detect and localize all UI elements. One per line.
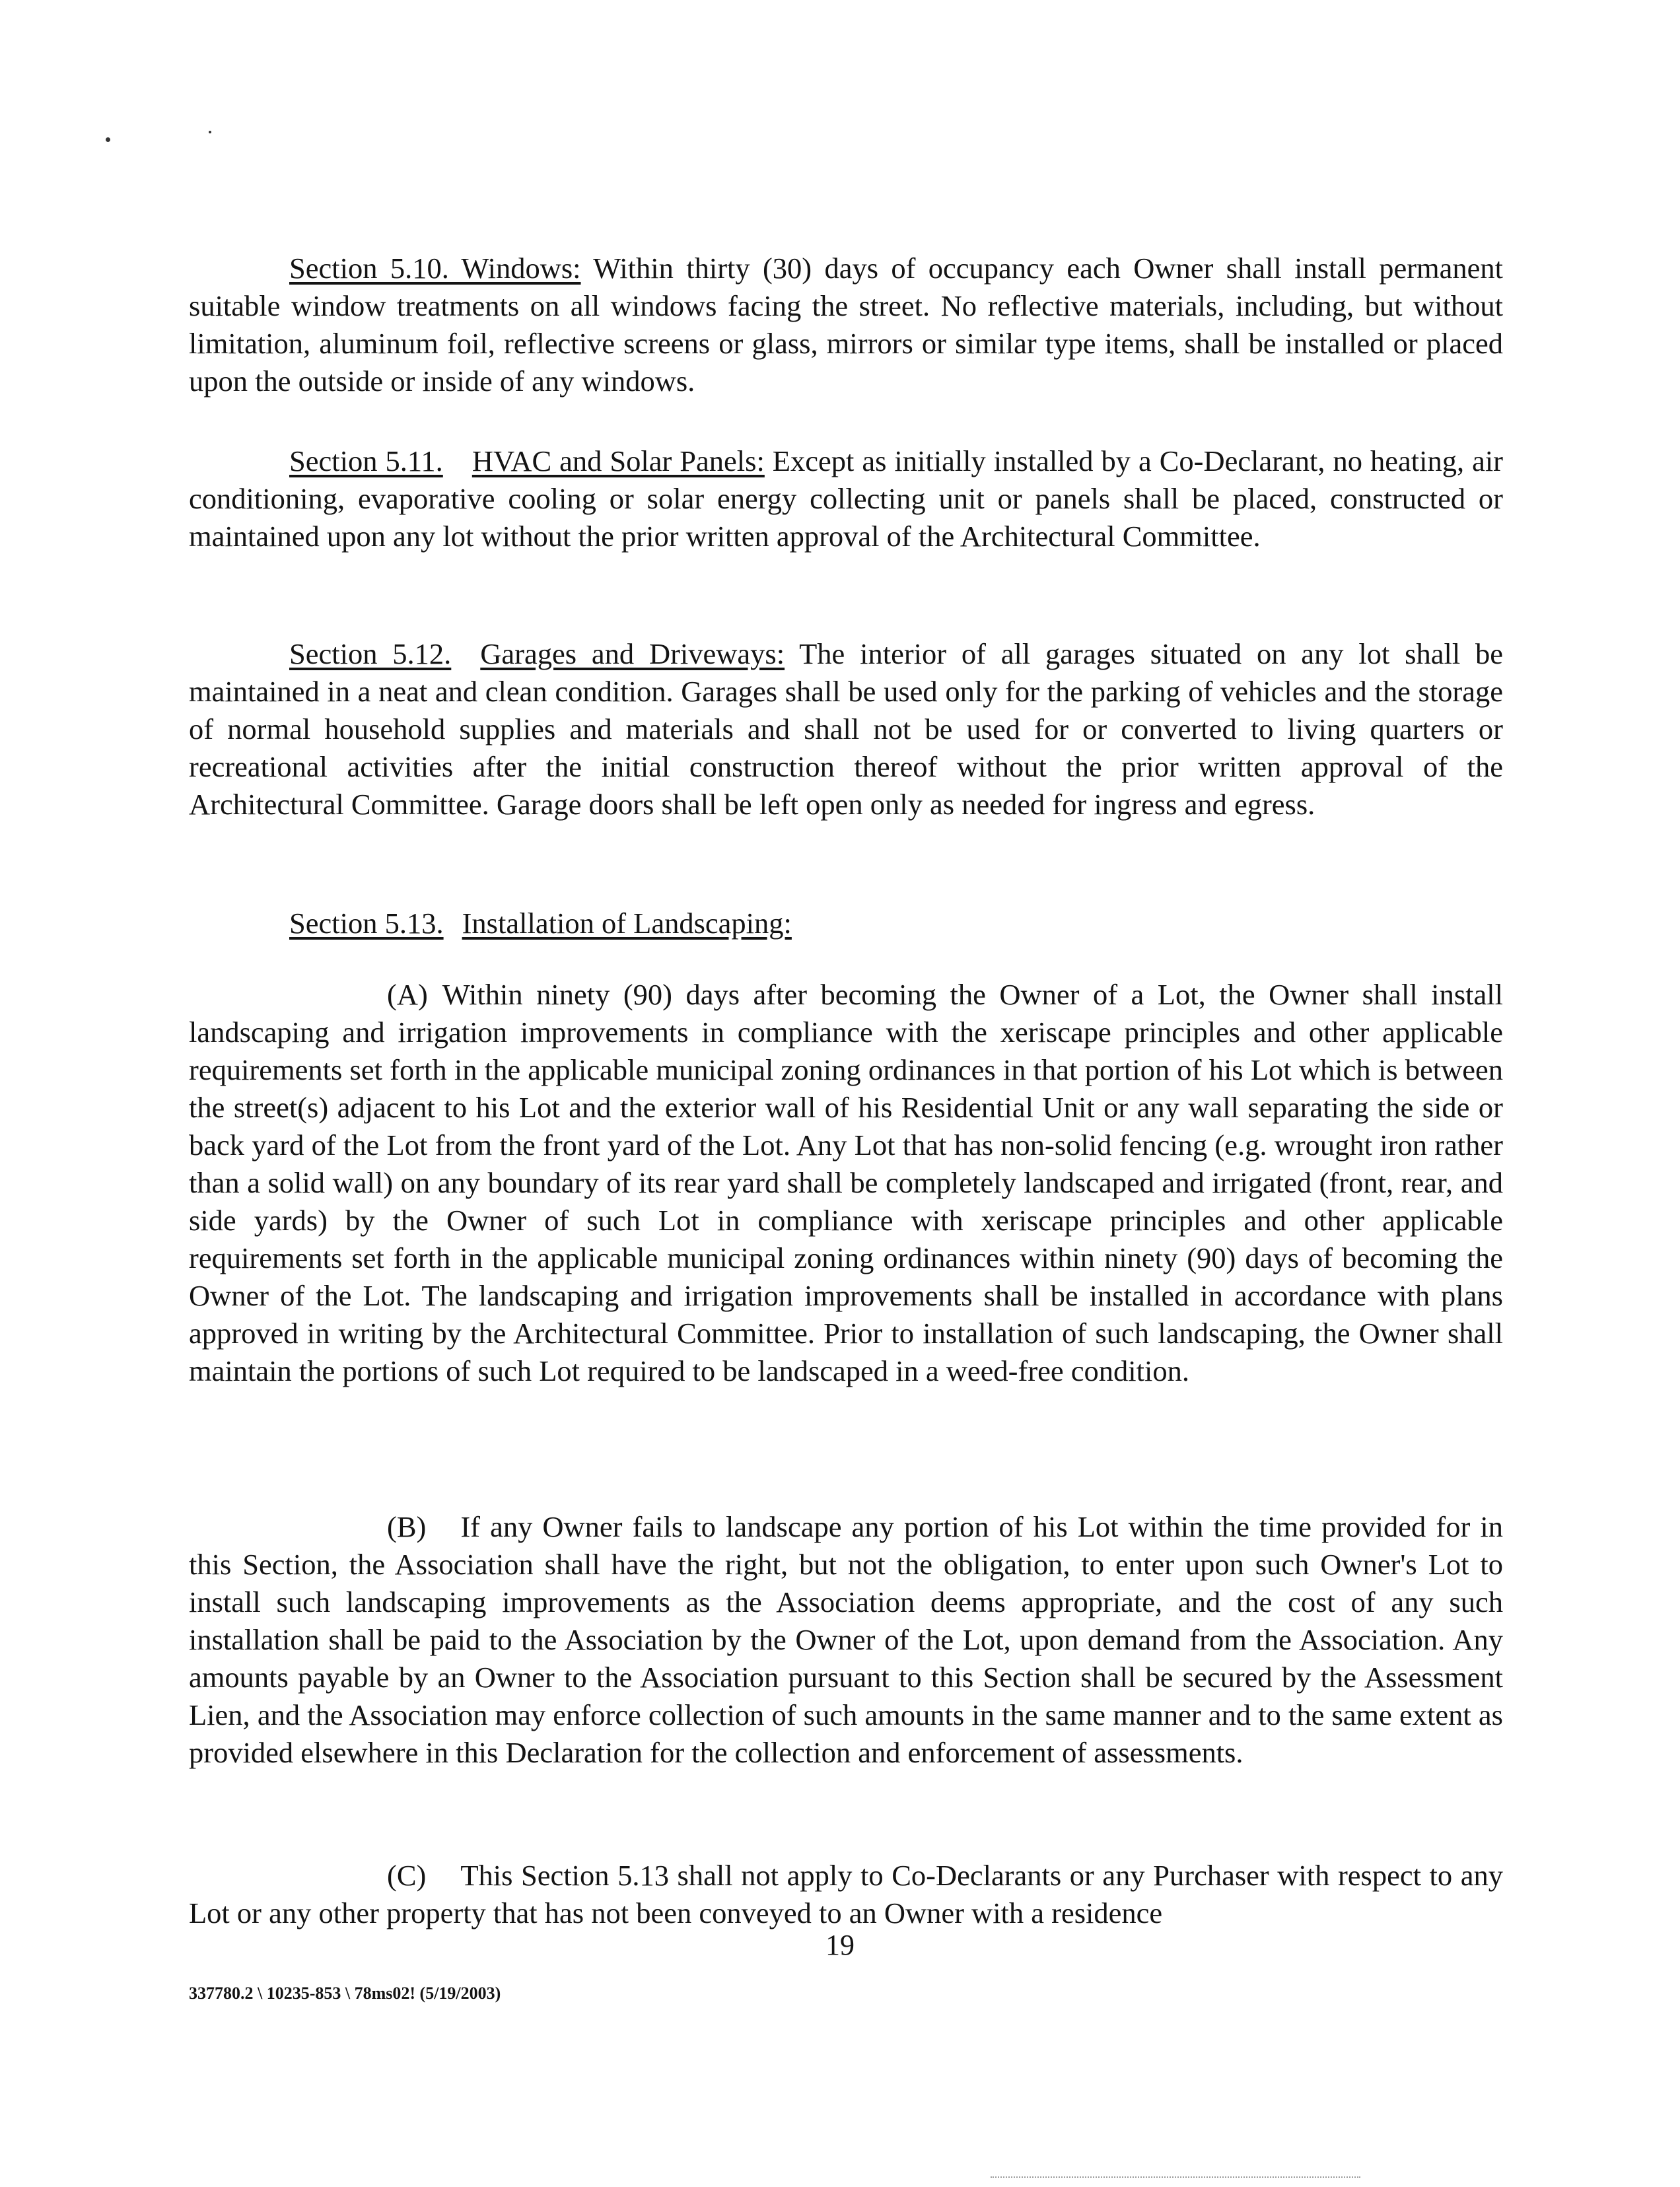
section-5-13-landscaping xyxy=(189,905,1503,942)
subsection-b xyxy=(189,1508,1503,1772)
section-heading-prefix: Section 5.11. xyxy=(289,444,443,477)
scan-artifact-line xyxy=(991,2176,1360,2178)
subsection-a xyxy=(189,976,1503,1390)
section-heading: Section 5.10. Windows: xyxy=(289,252,581,285)
subsection-body: Within ninety (90) days after becoming the Owner of a Lot, the Owner shall install landscaping and irrigation improvements in compliance with the xeriscape principles and other applicable requirements set forth in the applicable municipal zoning ordinances in that portion of his Lot which is between the street(s) adjacent to his Lot and the exterior wall of his Residential Unit or any wall separating the side or back yard of the Lot from the front yard of the Lot. Any Lot that has non-solid fencing (e.g. wrought iron rather than a solid wall) on any boundary of its rear yard shall be completely landscaped and irrigated (front, rear, and side yards) by the Owner of such Lot in compliance with xeriscape principles and other applicable requirements set forth in the applicable municipal zoning ordinances within ninety (90) days of becoming the Owner of the Lot. The landscaping and irrigation improvements shall be installed in accordance with plans approved in writing by the Architectural Committee. Prior to installation of such landscaping, the Owner shall maintain the portions of such Lot required to be landscaped in a weed-free condition. xyxy=(189,978,1503,1387)
section-body: Except as initially installed by a Co-Declarant, no heating, air conditioning, evaporative cooling or solar energy collecting unit or panels shall be placed, constructed or maintained upon any lot without the prior written approval of the Architectural Committee. xyxy=(189,444,1503,553)
subsection-label: (C) xyxy=(387,1859,427,1892)
section-body: Within thirty (30) days of occupancy each Owner shall install permanent suitable window treatments on all windows facing the street. No reflective materials, including, but without limitation, aluminum foil, reflective screens or glass, mirrors or similar type items, shall be installed or placed upon the outside or inside of any windows. xyxy=(189,252,1503,398)
section-heading: HVAC and Solar Panels: xyxy=(472,444,765,477)
section-heading: Installation of Landscaping: xyxy=(462,907,792,940)
section-5-12-garages xyxy=(189,635,1503,823)
scan-speck xyxy=(106,137,110,142)
section-heading: Garages and Driveways: xyxy=(480,637,785,670)
scan-speck xyxy=(209,131,211,133)
page-number: 19 xyxy=(825,1929,855,1961)
section-body: The interior of all garages situated on any lot shall be maintained in a neat and clean condition. Garages shall be used only for the parking of vehicles and the storage of normal household supplies and materials and shall not be used for or converted to living quarters or recreational activities after the initial construction thereof without the prior written approval of the Architectural Committee. Garage doors shall be left open only as needed for ingress and egress. xyxy=(189,637,1504,821)
subsection-body: If any Owner fails to landscape any portion of his Lot within the time provided for in this Section, the Association shall have the right, but not the obligation, to enter upon such Owner's Lot to install such landscaping improvements as the Association deems appropriate, and the cost of any such installation shall be paid to the Association by the Owner of the Lot, upon demand from the Association. Any amounts payable by an Owner to the Association pursuant to this Section shall be secured by the Assessment Lien, and the Association may enforce collection of such amounts in the same manner and to the same extent as provided elsewhere in this Declaration for the collection and enforcement of assessments. xyxy=(189,1510,1503,1769)
section-5-11-hvac xyxy=(189,442,1503,555)
section-5-10-windows xyxy=(189,250,1503,400)
subsection-c xyxy=(189,1857,1503,1932)
section-heading-prefix: Section 5.13. xyxy=(289,907,444,940)
document-id: 337780.2 \ 10235-853 \ 78ms02! (5/19/2003) xyxy=(189,1984,501,2003)
subsection-label: (B) xyxy=(387,1510,427,1543)
section-heading-prefix: Section 5.12. xyxy=(289,637,452,670)
subsection-label: (A) xyxy=(387,978,428,1011)
subsection-body: This Section 5.13 shall not apply to Co-Declarants or any Purchaser with respect to any Lot or any other property that has not been conveyed to an Owner with a residence xyxy=(189,1859,1503,1929)
